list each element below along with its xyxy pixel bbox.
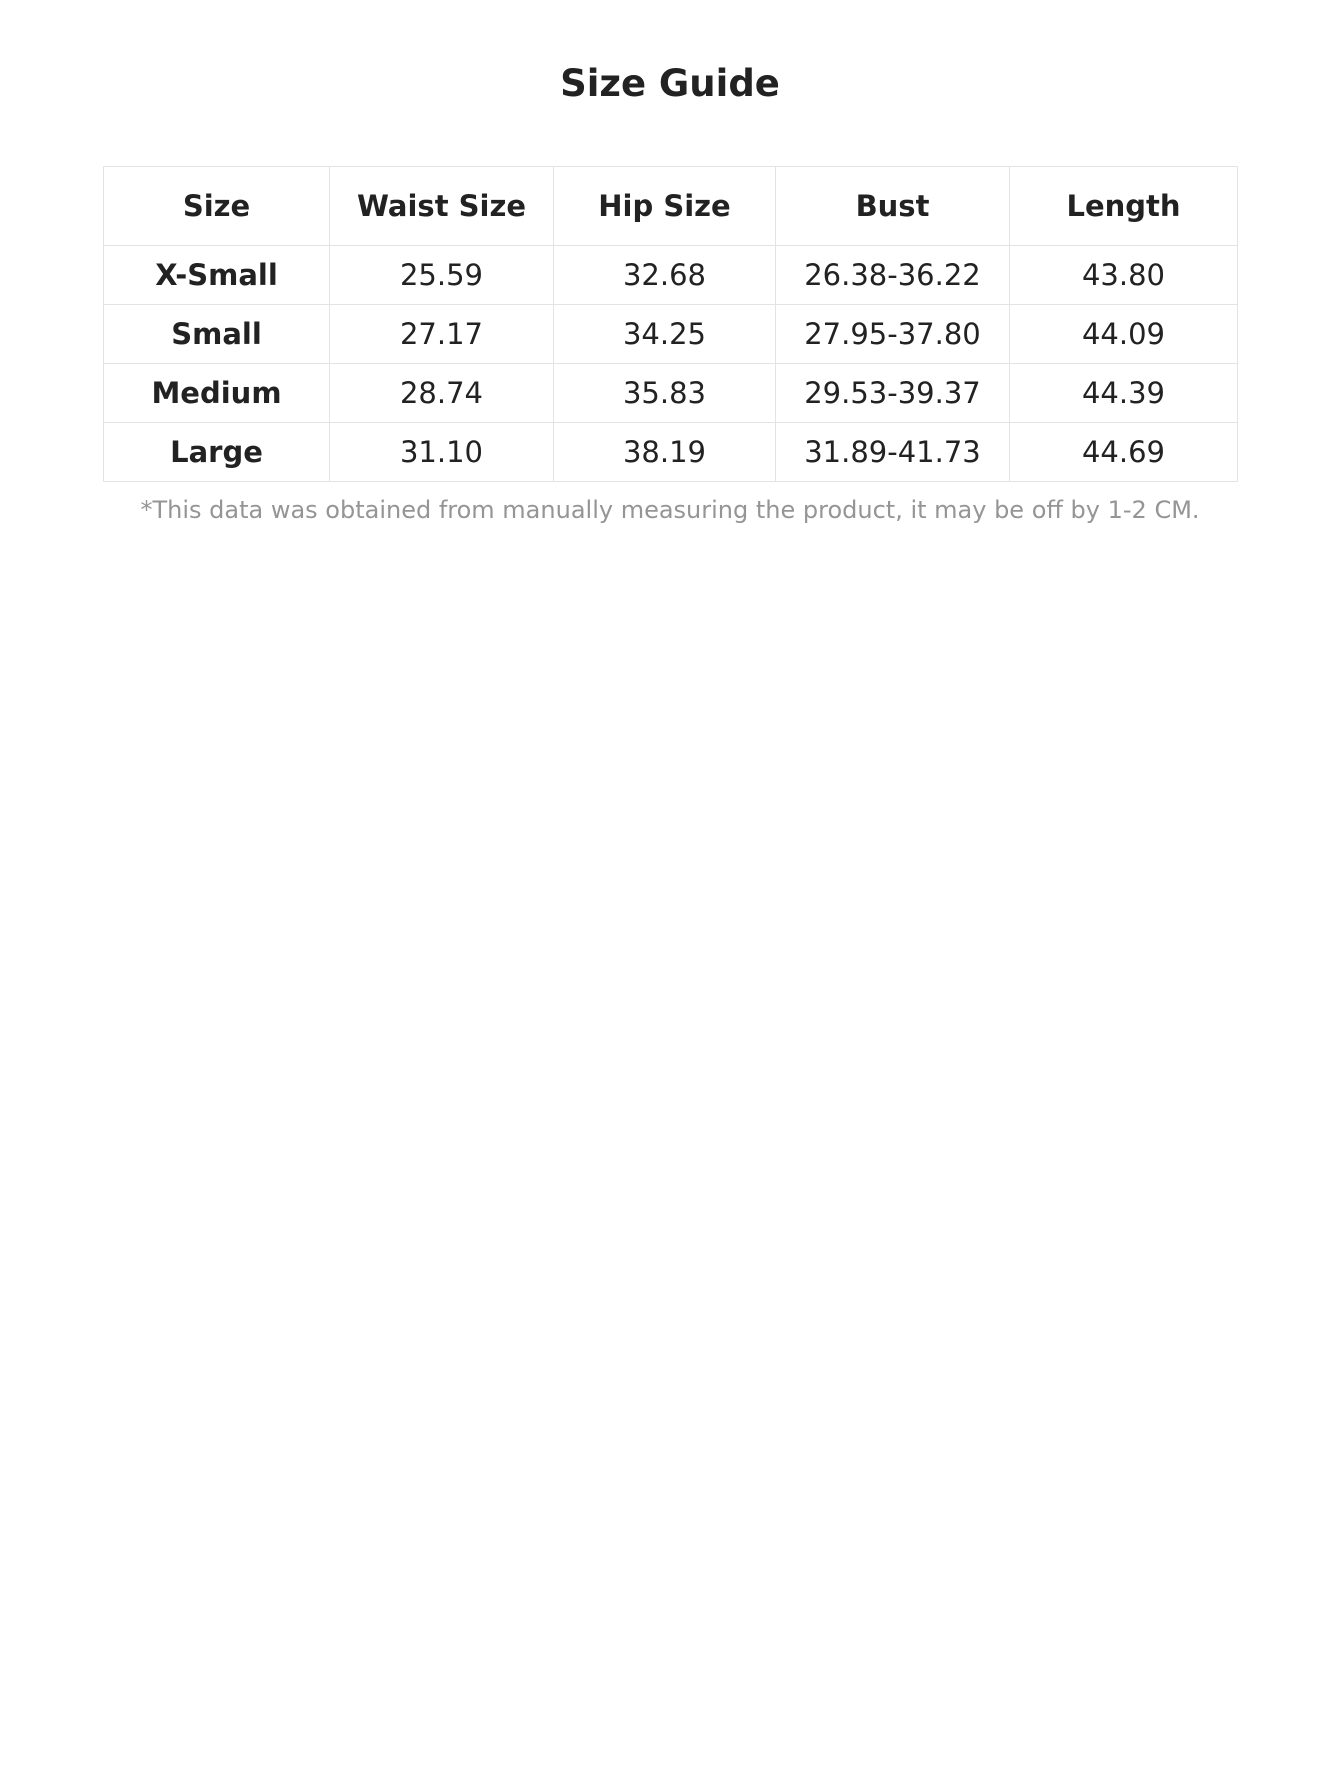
page-title: Size Guide xyxy=(560,62,780,105)
header-hip-size: Hip Size xyxy=(554,167,776,246)
header-size: Size xyxy=(104,167,330,246)
size-cell: Large xyxy=(104,423,330,482)
table-row xyxy=(104,305,1238,364)
size-cell: Medium xyxy=(104,364,330,423)
size-cell: Small xyxy=(104,305,330,364)
bust-cell: 29.53-39.37 xyxy=(776,364,1010,423)
hip-cell: 35.83 xyxy=(554,364,776,423)
table-row xyxy=(104,246,1238,305)
header-length: Length xyxy=(1010,167,1238,246)
bust-cell: 26.38-36.22 xyxy=(776,246,1010,305)
length-cell: 44.69 xyxy=(1010,423,1238,482)
bust-cell: 27.95-37.80 xyxy=(776,305,1010,364)
bust-cell: 31.89-41.73 xyxy=(776,423,1010,482)
size-cell: X-Small xyxy=(104,246,330,305)
measurement-note: *This data was obtained from manually measuring the product, it may be off by 1-2 CM. xyxy=(140,496,1200,524)
length-cell: 44.09 xyxy=(1010,305,1238,364)
table-row xyxy=(104,423,1238,482)
waist-cell: 31.10 xyxy=(330,423,554,482)
hip-cell: 38.19 xyxy=(554,423,776,482)
waist-cell: 27.17 xyxy=(330,305,554,364)
header-waist-size: Waist Size xyxy=(330,167,554,246)
length-cell: 43.80 xyxy=(1010,246,1238,305)
table-header-row xyxy=(104,167,1238,246)
hip-cell: 32.68 xyxy=(554,246,776,305)
size-table xyxy=(103,166,1238,482)
waist-cell: 25.59 xyxy=(330,246,554,305)
header-bust: Bust xyxy=(776,167,1010,246)
length-cell: 44.39 xyxy=(1010,364,1238,423)
waist-cell: 28.74 xyxy=(330,364,554,423)
hip-cell: 34.25 xyxy=(554,305,776,364)
table-row xyxy=(104,364,1238,423)
